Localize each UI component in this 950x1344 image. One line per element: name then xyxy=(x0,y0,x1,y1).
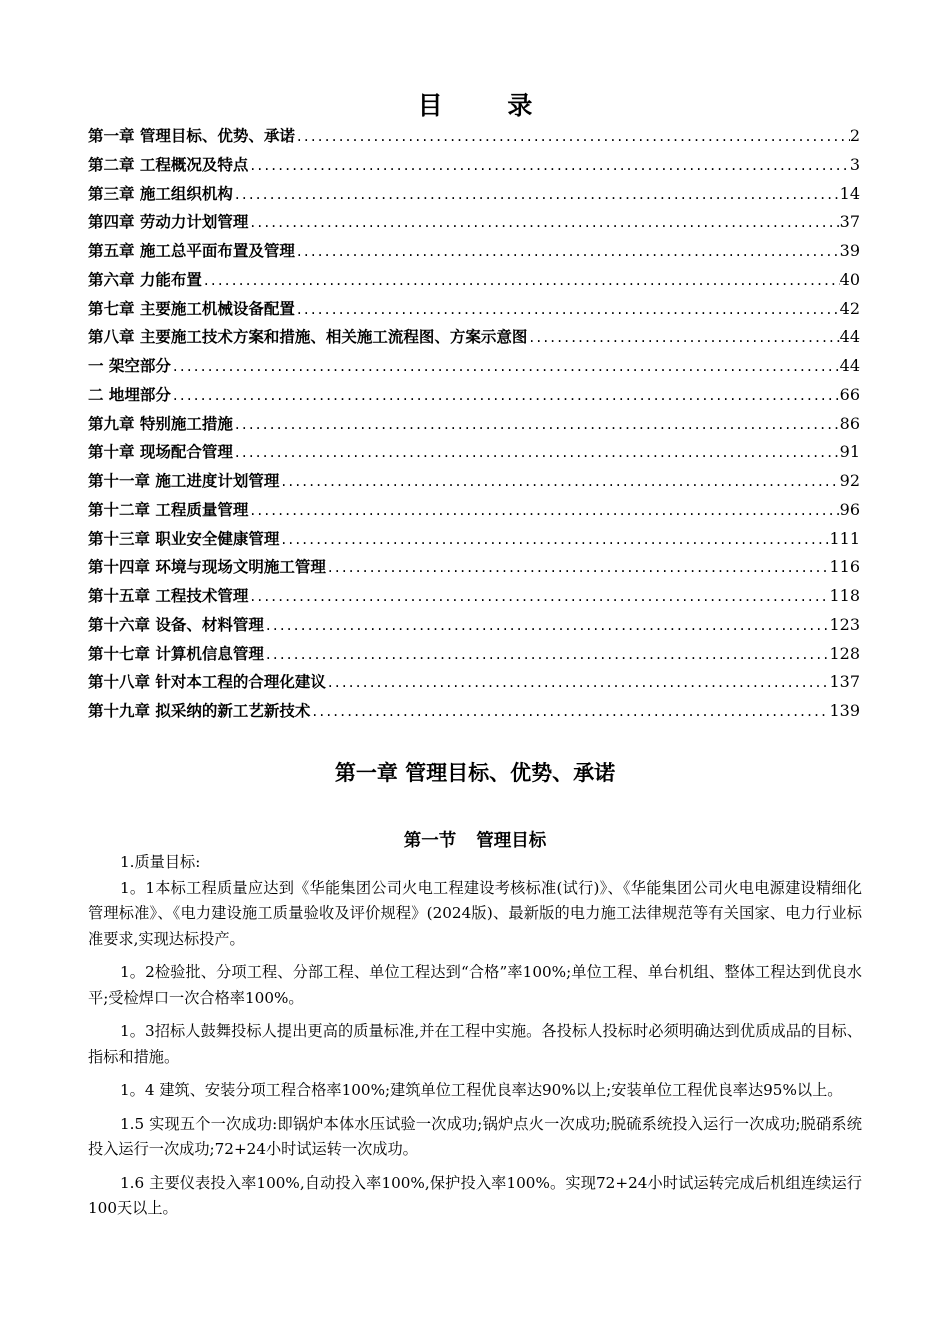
toc-entry-label: 第十七章 计算机信息管理 xyxy=(88,644,264,663)
body-paragraph: 1。3招标人鼓舞投标人提出更高的质量标准,并在工程中实施。各投标人投标时必须明确达到优质成品的目标、指标和措施。 xyxy=(88,1022,862,1066)
toc-entry[interactable] xyxy=(88,412,860,441)
toc-dot-leader xyxy=(248,501,839,519)
toc-entry-page-number: 118 xyxy=(829,586,860,605)
toc-dot-leader xyxy=(295,300,840,318)
toc-entry[interactable] xyxy=(88,699,860,728)
toc-entry-page-number: 14 xyxy=(839,183,860,203)
toc-entry-page-number: 116 xyxy=(829,557,860,577)
toc-dot-leader xyxy=(233,443,840,461)
toc-entry-page-number: 123 xyxy=(829,614,860,634)
toc-entry[interactable] xyxy=(88,642,860,671)
toc-entry[interactable] xyxy=(88,555,860,584)
body-paragraph: 1.5 实现五个一次成功:即锅炉本体水压试验一次成功;锅炉点火一次成功;脱硫系统投入运行一次成功;脱硝系统投入运行一次成功;72+24小时试运转一次成功。 xyxy=(88,1114,862,1158)
toc-entry-page-number: 44 xyxy=(839,356,860,375)
toc-dot-leader xyxy=(248,587,829,605)
toc-entry-page-number: 96 xyxy=(839,499,860,519)
toc-entry[interactable] xyxy=(88,383,860,412)
section-title: 第一节 管理目标 xyxy=(403,831,547,851)
toc-dot-leader xyxy=(527,328,839,346)
body-paragraph: 1。1本标工程质量应达到《华能集团公司火电工程建设考核标准(试行)》、《华能集团公司火电电源建设精细化管理标准》、《电力建设施工质量验收及评价规程》(2024版)、最新版的电力施工法律规范等有关国家、电力行业标准要求,实现达标投产。 xyxy=(88,878,862,948)
chapter-title: 第一章 管理目标、优势、承诺 xyxy=(334,761,616,785)
toc-entry-page-number: 44 xyxy=(839,327,860,347)
toc-entry-page-number: 3 xyxy=(849,154,860,174)
toc-entry-label: 第三章 施工组织机构 xyxy=(88,184,233,203)
toc-dot-leader xyxy=(248,213,839,231)
toc-dot-leader xyxy=(202,271,840,289)
toc-dot-leader xyxy=(233,185,840,203)
toc-entry-page-number: 91 xyxy=(839,442,860,462)
quality-goal-heading: 1.质量目标: xyxy=(120,853,201,871)
toc-dot-leader xyxy=(171,357,840,375)
toc-entry-page-number: 66 xyxy=(839,384,860,404)
toc-entry[interactable] xyxy=(88,584,860,613)
toc-dot-leader xyxy=(171,386,840,404)
table-of-contents xyxy=(88,124,860,728)
toc-dot-leader xyxy=(310,702,829,720)
toc-entry[interactable] xyxy=(88,670,860,699)
toc-entry[interactable] xyxy=(88,613,860,642)
toc-entry-page-number: 40 xyxy=(839,269,860,289)
toc-dot-leader xyxy=(295,242,840,260)
toc-entry-label: 第十五章 工程技术管理 xyxy=(88,587,249,605)
toc-entry-label: 第九章 特别施工措施 xyxy=(88,414,233,433)
toc-entry[interactable] xyxy=(88,153,860,182)
toc-entry-label: 第十章 现场配合管理 xyxy=(88,443,233,462)
toc-entry[interactable] xyxy=(88,469,860,498)
toc-dot-leader xyxy=(326,558,830,576)
toc-entry-label: 一 架空部分 xyxy=(88,357,171,375)
toc-dot-leader xyxy=(264,616,830,634)
toc-dot-leader xyxy=(279,472,839,490)
toc-entry[interactable] xyxy=(88,440,860,469)
toc-entry-label: 第八章 主要施工技术方案和措施、相关施工流程图、方案示意图 xyxy=(88,328,528,347)
body-paragraph: 1。2检验批、分项工程、分部工程、单位工程达到“合格”率100%;单位工程、单台机组、整体工程达到优良水平;受检焊口一次合格率100%。 xyxy=(88,963,862,1007)
toc-entry-page-number: 128 xyxy=(829,643,860,663)
body-paragraph: 1.6 主要仪表投入率100%,自动投入率100%,保护投入率100%。实现72+24小时试运转完成后机组连续运行100天以上。 xyxy=(88,1173,862,1217)
toc-entry-label: 第十八章 针对本工程的合理化建议 xyxy=(88,673,326,692)
toc-entry[interactable] xyxy=(88,297,860,326)
toc-entry[interactable] xyxy=(88,124,860,153)
toc-entry[interactable] xyxy=(88,268,860,297)
toc-dot-leader xyxy=(295,127,850,145)
toc-entry-page-number: 139 xyxy=(829,701,860,720)
toc-entry-label: 第四章 劳动力计划管理 xyxy=(88,213,249,232)
toc-entry-page-number: 42 xyxy=(839,298,860,318)
toc-entry-page-number: 111 xyxy=(829,528,860,548)
toc-entry[interactable] xyxy=(88,210,860,239)
toc-entry-label: 第十四章 环境与现场文明施工管理 xyxy=(88,558,326,577)
toc-entry-page-number: 39 xyxy=(839,241,860,260)
toc-entry-label: 第一章 管理目标、优势、承诺 xyxy=(88,127,295,145)
toc-entry-label: 第七章 主要施工机械设备配置 xyxy=(88,299,295,318)
toc-entry[interactable] xyxy=(88,354,860,383)
toc-entry-label: 第五章 施工总平面布置及管理 xyxy=(88,242,295,260)
toc-entry-page-number: 2 xyxy=(849,126,860,145)
toc-entry-label: 第十一章 施工进度计划管理 xyxy=(88,472,280,490)
toc-entry-label: 第六章 力能布置 xyxy=(88,270,202,289)
toc-entry[interactable] xyxy=(88,239,860,268)
toc-entry-label: 第十三章 职业安全健康管理 xyxy=(88,529,280,548)
toc-dot-leader xyxy=(326,673,830,691)
toc-entry-page-number: 37 xyxy=(839,212,860,232)
body-paragraph: 1。4 建筑、安装分项工程合格率100%;建筑单位工程优良率达90%以上;安装单位工程优良率达95%以上。 xyxy=(120,1081,843,1099)
chapter-body xyxy=(88,850,862,1230)
toc-entry[interactable] xyxy=(88,527,860,556)
toc-entry-page-number: 92 xyxy=(839,471,860,490)
toc-entry-page-number: 137 xyxy=(829,672,860,692)
toc-title: 目 录 xyxy=(417,91,561,120)
toc-entry[interactable] xyxy=(88,182,860,211)
toc-dot-leader xyxy=(279,530,829,548)
toc-entry-label: 第十九章 拟采纳的新工艺新技术 xyxy=(88,702,311,720)
toc-entry[interactable] xyxy=(88,498,860,527)
toc-entry-page-number: 86 xyxy=(839,413,860,433)
toc-entry-label: 第十二章 工程质量管理 xyxy=(88,500,249,519)
toc-dot-leader xyxy=(233,415,840,433)
toc-entry-label: 第十六章 设备、材料管理 xyxy=(88,615,264,634)
toc-entry-label: 二 地埋部分 xyxy=(88,385,171,404)
toc-dot-leader xyxy=(248,156,849,174)
toc-dot-leader xyxy=(264,645,830,663)
toc-entry-label: 第二章 工程概况及特点 xyxy=(88,155,249,174)
toc-entry[interactable] xyxy=(88,325,860,354)
